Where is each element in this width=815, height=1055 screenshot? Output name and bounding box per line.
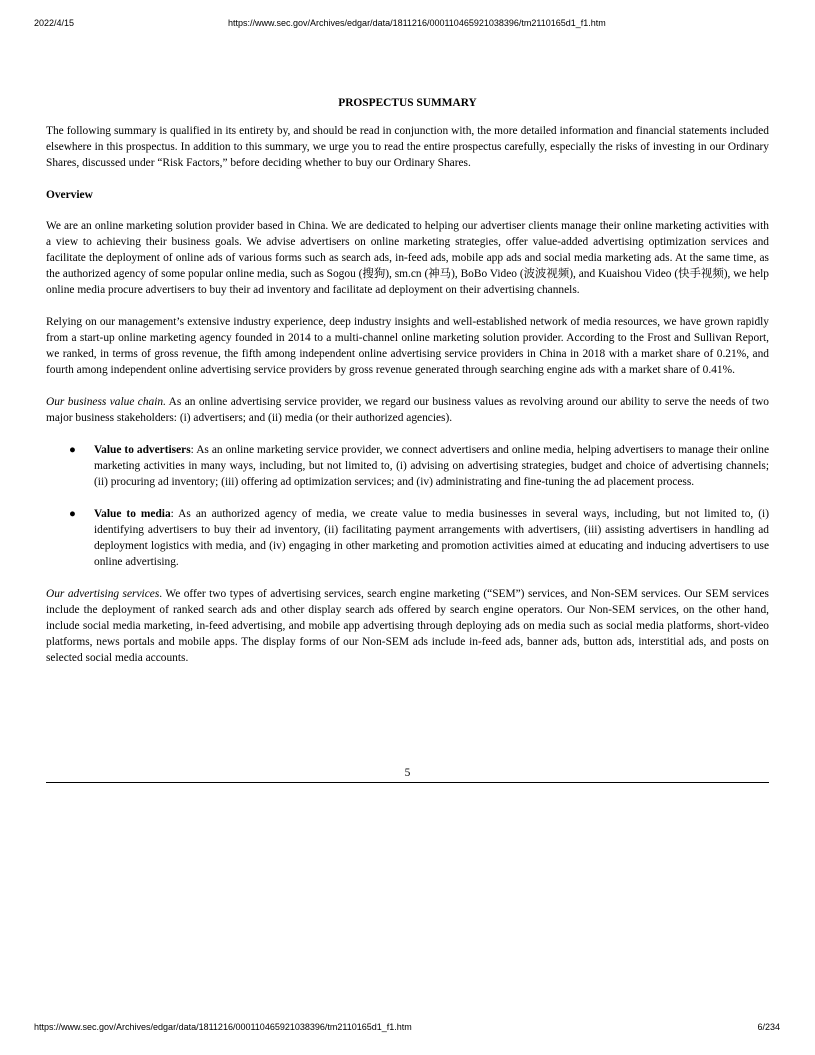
page-number: 5 [404, 767, 411, 779]
bullet-text: : As an authorized agency of media, we create value to media businesses in several ways, including, but not limited to, (i) identifying advertisers to buy their ad inventory, (ii) facilitating payment arrangements with advertisers, (iii) assisting advertisers in handling ad deployment logistics with media, and (iv) engaging in other marketing and promotion activities aimed at educating and inducing advertisers to use online advertising. [94, 508, 769, 568]
bullet-item-advertisers [46, 442, 769, 490]
intro-paragraph: The following summary is qualified in its entirety by, and should be read in conjunction with, the more detailed information and financial statements included elsewhere in this prospectus. In addition to this summary, we urge you to read the entire prospectus carefully, especially the risks of investing in our Ordinary Shares, discussed under “Risk Factors,” before deciding whether to buy our Ordinary Shares. [46, 125, 769, 169]
value-chain-paragraph [46, 394, 769, 426]
page-divider [46, 782, 769, 783]
document-body [46, 95, 769, 682]
bullet-icon: ● [69, 508, 76, 520]
overview-heading: Overview [46, 189, 93, 201]
bullet-icon: ● [69, 444, 76, 456]
services-text: . We offer two types of advertising services, search engine marketing (“SEM”) services, and Non-SEM services. Our SEM services include the deployment of ranked search ads and other display search ads offered by search engine operators. Our Non-SEM services, on the other hand, include social media marketing, in-feed advertising, and mobile app advertising through deploying ads on media such as social media platforms, short-video platforms, news portals and mobile apps. The display forms of our Non-SEM ads include in-feed ads, banner ads, button ads, interstitial ads, and posts on selected social media accounts. [46, 588, 769, 664]
value-chain-text: As an online advertising service provider, we regard our business values as revolving around our ability to serve the needs of two major business stakeholders: (i) advertisers; and (ii) media (or their authorized agencies). [46, 396, 769, 424]
bullet-item-media [46, 506, 769, 570]
footer-page-count: 6/234 [757, 1022, 780, 1032]
overview-paragraph-1: We are an online marketing solution provider based in China. We are dedicated to helping our advertiser clients manage their online marketing activities with a view to achieving their business goals. We advise advertisers on online marketing strategies, offer value-added advertising optimization services and facilitate the deployment of online ads of various forms such as search ads, in-feed ads, mobile app ads and social media marketing ads. At the same time, as the authorized agency of some popular online media, such as Sogou (搜狗), sm.cn (神马), BoBo Video (波波视频), and Kuaishou Video (快手视频), we help online media procure advertisers to buy their ad inventory and facilitate ad deployment on their advertising channels. [46, 220, 769, 296]
bullet-lead: Value to media [94, 508, 171, 520]
services-lead: Our advertising services [46, 588, 160, 600]
overview-paragraph-2: Relying on our management’s extensive industry experience, deep industry insights and well-established network of media resources, we have grown rapidly from a start-up online marketing agency founded in 2014 to a multi-channel online marketing solution provider. According to the Frost and Sullivan Report, we ranked, in terms of gross revenue, the fifth among independent online advertising service providers in China in 2018 with a market share of 0.21%, and fourth among independent online advertising service providers by gross revenue generated through searching engine ads with a market share of 0.41%. [46, 316, 769, 376]
print-date: 2022/4/15 [34, 18, 75, 28]
value-chain-lead: Our business value chain. [46, 396, 166, 408]
bullet-lead: Value to advertisers [94, 444, 191, 456]
footer-url: https://www.sec.gov/Archives/edgar/data/1811216/000110465921038396/tm2110165d1_f1.htm [34, 1022, 412, 1032]
bullet-text: : As an online marketing service provider, we connect advertisers and online media, helping advertisers to manage their online marketing activities in many ways, including, but not limited to, (i) advising on advertising strategies, budget and choice of advertising channels; (ii) procuring ad inventory; (iii) offering ad optimization services; and (iv) administrating and fine-tuning the ad placement process. [94, 444, 769, 488]
header-url: https://www.sec.gov/Archives/edgar/data/1811216/000110465921038396/tm2110165d1_f1.htm [228, 18, 606, 28]
page-title: PROSPECTUS SUMMARY [338, 97, 477, 109]
services-paragraph [46, 586, 769, 666]
